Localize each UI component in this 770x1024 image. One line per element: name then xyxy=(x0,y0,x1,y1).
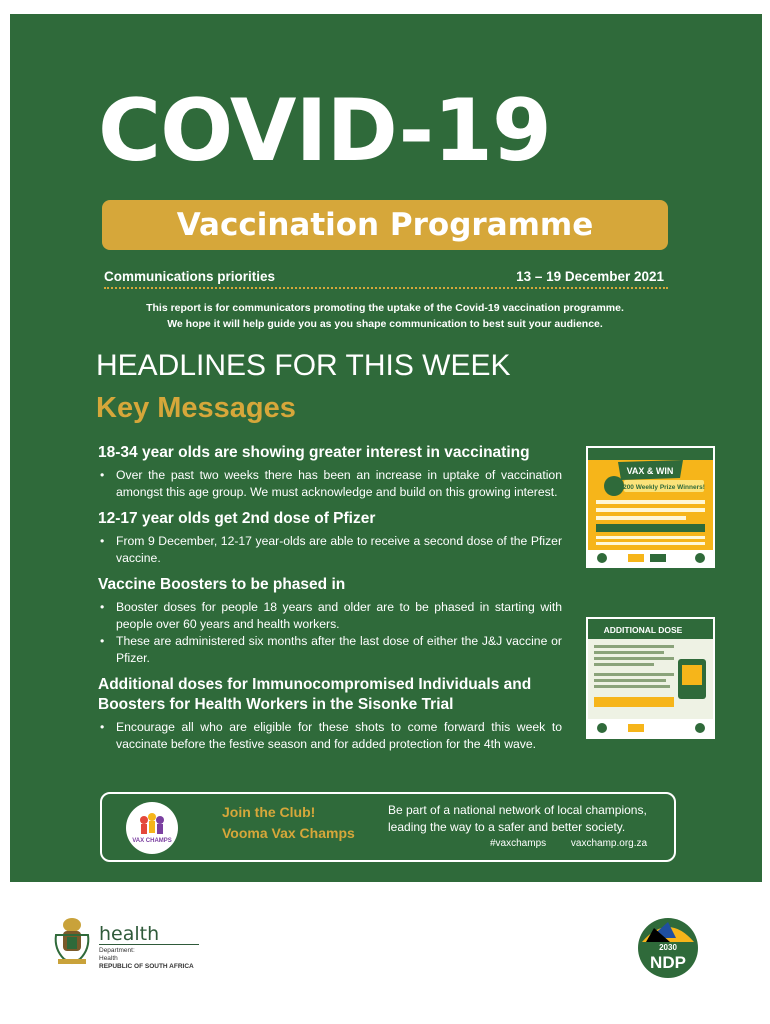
join-the-club-box xyxy=(100,792,676,862)
join-tags xyxy=(490,838,669,849)
dept-line: Department: xyxy=(99,947,135,954)
bullet-item: • Encourage all who are eligible for these shots to come forward this week to vaccinate before the festive season and for added protection for the 4th wave. xyxy=(98,719,562,753)
join-description: Be part of a national network of local champions, leading the way to a safer and better society. xyxy=(388,803,647,834)
communications-label: Communications priorities xyxy=(104,269,276,284)
additional-dose-poster-image xyxy=(588,619,713,737)
dotted-divider xyxy=(104,287,668,289)
ndp-2030-logo xyxy=(636,916,700,980)
bullet-item: • From 9 December, 12-17 year-olds are able to receive a second dose of the Pfizer vaccine. xyxy=(98,533,562,567)
poster-subtitle: 200 Weekly Prize Winners! xyxy=(623,484,705,491)
intro-text xyxy=(120,300,650,332)
health-divider xyxy=(99,944,199,945)
coat-of-arms-icon xyxy=(52,915,92,967)
vax-champs-logo-image xyxy=(126,802,178,854)
bullet-item: • Over the past two weeks there has been an increase in uptake of vaccination amongst this age group. We must acknowledge and build on this growing interest. xyxy=(98,467,562,501)
additional-dose-poster xyxy=(586,617,715,739)
key-messages-content xyxy=(98,443,562,761)
join-title xyxy=(222,802,355,844)
message-section xyxy=(98,575,562,667)
programme-banner: Vaccination Programme xyxy=(102,200,668,250)
section-title: 18-34 year olds are showing greater interest in vaccinating xyxy=(98,444,530,461)
department-details xyxy=(99,947,194,971)
join-title-line: Join the Club! xyxy=(222,804,316,820)
message-section xyxy=(98,509,562,567)
logo-text: VAX CHAMPS xyxy=(132,838,172,844)
key-messages-heading: Key Messages xyxy=(96,392,296,424)
poster-title: VAX & WIN xyxy=(626,466,674,476)
message-section xyxy=(98,443,562,501)
vax-champs-logo xyxy=(126,802,178,854)
website-link[interactable]: vaxchamp.org.za xyxy=(570,838,648,849)
intro-line: We hope it will help guide you as you shape communication to best suit your audience. xyxy=(167,318,603,330)
page-title: COVID-19 xyxy=(98,81,551,181)
dept-line: REPUBLIC OF SOUTH AFRICA xyxy=(99,963,194,970)
dept-line: Health xyxy=(99,955,118,962)
ndp-year: 2030 xyxy=(659,943,677,952)
ndp-2030-logo-image xyxy=(636,916,700,980)
hashtag: #vaxchamps xyxy=(490,838,547,849)
section-title: 12-17 year olds get 2nd dose of Pfizer xyxy=(98,510,376,527)
section-title: Additional doses for Immunocompromised Individuals and Boosters for Health Workers in the Sisonke Trial xyxy=(98,676,532,713)
poster-title: ADDITIONAL DOSE xyxy=(603,625,683,635)
bullet-item: • These are administered six months after the last dose of either the J&J vaccine or Pfizer. xyxy=(98,633,562,667)
intro-line: This report is for communicators promoting the uptake of the Covid-19 vaccination programme. xyxy=(146,302,624,314)
ndp-text: NDP xyxy=(650,953,686,972)
section-title: Vaccine Boosters to be phased in xyxy=(98,576,346,593)
health-wordmark: health xyxy=(99,923,160,945)
headlines-heading: HEADLINES FOR THIS WEEK xyxy=(96,349,511,382)
join-title-line: Vooma Vax Champs xyxy=(222,825,355,841)
vax-and-win-poster xyxy=(586,446,715,568)
bullet-item: • Booster doses for people 18 years and older are to be phased in starting with people over 60 years and health workers. xyxy=(98,599,562,633)
message-section xyxy=(98,675,562,753)
date-range: 13 – 19 December 2021 xyxy=(516,269,664,284)
vax-and-win-poster-image xyxy=(588,448,713,566)
